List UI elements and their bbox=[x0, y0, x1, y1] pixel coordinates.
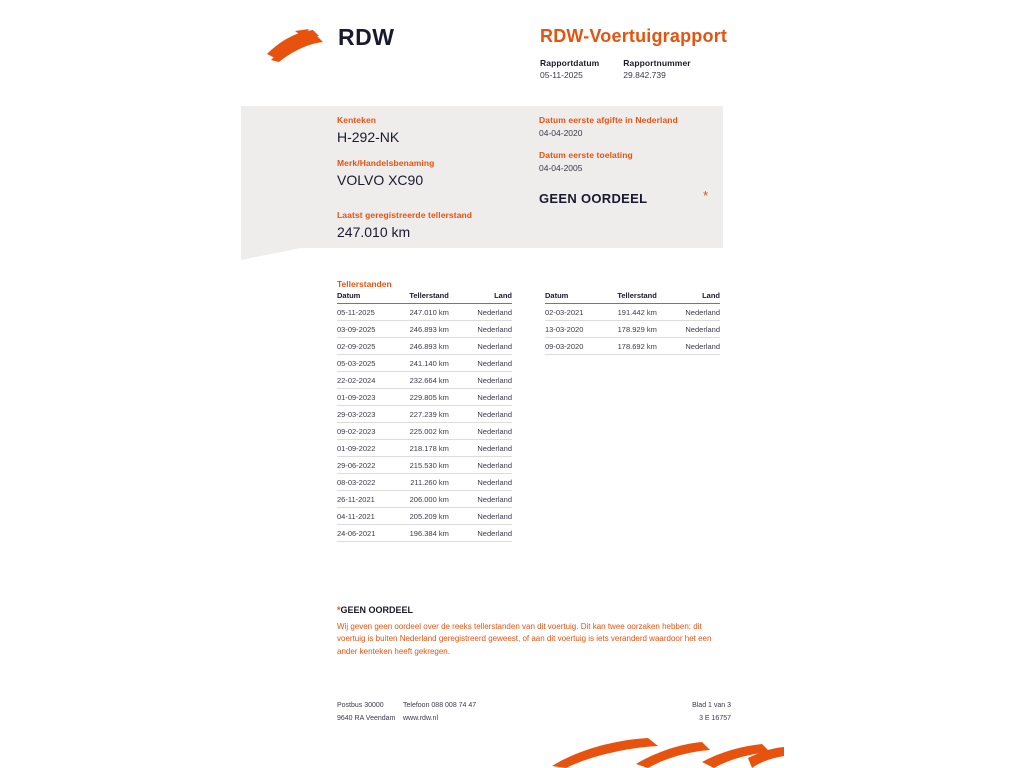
meta-report-date bbox=[540, 58, 599, 80]
column-header-datum: Datum bbox=[337, 291, 389, 304]
cell-land: Nederland bbox=[465, 372, 512, 389]
table-header-row bbox=[337, 291, 512, 304]
cell-land: Nederland bbox=[465, 491, 512, 508]
cell-datum: 09-02-2023 bbox=[337, 423, 389, 440]
table-row bbox=[545, 304, 720, 321]
table-row bbox=[337, 423, 512, 440]
panel-notch bbox=[241, 248, 301, 260]
cell-tellerstand: 218.178 km bbox=[389, 440, 465, 457]
summary-bottom bbox=[337, 210, 557, 253]
eerste-afgifte-value: 04-04-2020 bbox=[539, 128, 583, 138]
cell-datum: 01-09-2023 bbox=[337, 389, 389, 406]
cell-land: Nederland bbox=[465, 474, 512, 491]
cell-land: Nederland bbox=[673, 338, 720, 355]
summary-left-column bbox=[337, 115, 527, 201]
kenteken-label: Kenteken bbox=[337, 115, 377, 125]
cell-datum: 29-06-2022 bbox=[337, 457, 389, 474]
table-row bbox=[337, 338, 512, 355]
table-row bbox=[337, 372, 512, 389]
cell-datum: 05-11-2025 bbox=[337, 304, 389, 321]
footer-page-number: Blad 1 van 3 bbox=[692, 702, 731, 709]
footnote-star: * bbox=[337, 605, 341, 615]
cell-tellerstand: 232.664 km bbox=[389, 372, 465, 389]
meta-value: 29.842.739 bbox=[623, 70, 666, 80]
table-row bbox=[337, 491, 512, 508]
table-row bbox=[337, 321, 512, 338]
cell-datum: 04-11-2021 bbox=[337, 508, 389, 525]
footnote-title bbox=[337, 605, 729, 615]
laatste-tellerstand-label: Laatst geregistreerde tellerstand bbox=[337, 210, 473, 220]
merk-value: VOLVO XC90 bbox=[337, 172, 424, 188]
table-row bbox=[337, 406, 512, 423]
cell-tellerstand: 227.239 km bbox=[389, 406, 465, 423]
cell-land: Nederland bbox=[465, 423, 512, 440]
cell-tellerstand: 196.384 km bbox=[389, 525, 465, 542]
table-row bbox=[337, 508, 512, 525]
odometer-table-left bbox=[337, 291, 512, 542]
table-row bbox=[337, 474, 512, 491]
meta-report-number bbox=[623, 58, 690, 80]
verdict-badge: GEEN OORDEEL bbox=[539, 191, 648, 206]
cell-datum: 29-03-2023 bbox=[337, 406, 389, 423]
eerste-toelating-label: Datum eerste toelating bbox=[539, 150, 633, 160]
cell-datum: 01-09-2022 bbox=[337, 440, 389, 457]
cell-datum: 22-02-2024 bbox=[337, 372, 389, 389]
cell-land: Nederland bbox=[465, 440, 512, 457]
eerste-toelating-value: 04-04-2005 bbox=[539, 163, 583, 173]
footer-website[interactable]: www.rdw.nl bbox=[403, 715, 439, 722]
cell-land: Nederland bbox=[465, 508, 512, 525]
odometer-table-right bbox=[545, 291, 720, 355]
footnote-title-text: GEEN OORDEEL bbox=[340, 605, 414, 615]
cell-tellerstand: 246.893 km bbox=[389, 338, 465, 355]
cell-tellerstand: 178.692 km bbox=[597, 338, 673, 355]
table-row bbox=[337, 355, 512, 372]
cell-datum: 03-09-2025 bbox=[337, 321, 389, 338]
column-header-land: Land bbox=[465, 291, 512, 304]
document-header bbox=[0, 0, 1024, 105]
table-row bbox=[337, 525, 512, 542]
footer-address-line2: 9640 RA Veendam bbox=[337, 715, 396, 722]
footnote-block bbox=[337, 605, 729, 658]
tellerstanden-title: Tellerstanden bbox=[337, 279, 392, 289]
table-header-row bbox=[545, 291, 720, 304]
table-row bbox=[545, 321, 720, 338]
cell-land: Nederland bbox=[673, 304, 720, 321]
laatste-tellerstand-value: 247.010 km bbox=[337, 224, 411, 240]
cell-land: Nederland bbox=[465, 355, 512, 372]
cell-datum: 02-09-2025 bbox=[337, 338, 389, 355]
eerste-afgifte-label: Datum eerste afgifte in Nederland bbox=[539, 115, 678, 125]
meta-value: 05-11-2025 bbox=[540, 70, 583, 80]
footer-contact-line1: Telefoon 088 008 74 47 bbox=[403, 702, 477, 709]
footer-row bbox=[337, 715, 731, 722]
verdict-footnote-marker: * bbox=[703, 188, 709, 203]
cell-land: Nederland bbox=[465, 457, 512, 474]
cell-land: Nederland bbox=[465, 389, 512, 406]
cell-land: Nederland bbox=[465, 406, 512, 423]
footer-address-line1: Postbus 30000 bbox=[337, 702, 384, 709]
merk-label: Merk/Handelsbenaming bbox=[337, 158, 435, 168]
cell-tellerstand: 215.530 km bbox=[389, 457, 465, 474]
cell-land: Nederland bbox=[465, 338, 512, 355]
table-row bbox=[545, 338, 720, 355]
cell-land: Nederland bbox=[465, 304, 512, 321]
cell-tellerstand: 225.002 km bbox=[389, 423, 465, 440]
column-header-tellerstand: Tellerstand bbox=[597, 291, 673, 304]
report-meta bbox=[540, 58, 691, 80]
footnote-body: Wij geven geen oordeel over de reeks tellerstanden van dit voertuig. Dit kan twee oorzaken hebben: dit voertuig is buiten Nederland geregistreerd geweest, of aan dit voertuig is iets veranderd waardoor het een ander kenteken heeft gekregen. bbox=[337, 622, 712, 656]
cell-tellerstand: 211.260 km bbox=[389, 474, 465, 491]
cell-tellerstand: 206.000 km bbox=[389, 491, 465, 508]
cell-tellerstand: 178.929 km bbox=[597, 321, 673, 338]
kenteken-value: H-292-NK bbox=[337, 129, 400, 145]
column-header-datum: Datum bbox=[545, 291, 597, 304]
cell-datum: 13-03-2020 bbox=[545, 321, 597, 338]
cell-datum: 05-03-2025 bbox=[337, 355, 389, 372]
cell-datum: 02-03-2021 bbox=[545, 304, 597, 321]
vehicle-summary-panel bbox=[241, 106, 723, 248]
column-header-tellerstand: Tellerstand bbox=[389, 291, 465, 304]
cell-tellerstand: 247.010 km bbox=[389, 304, 465, 321]
document-footer bbox=[337, 702, 731, 728]
table-row bbox=[337, 304, 512, 321]
cell-land: Nederland bbox=[465, 525, 512, 542]
table-row bbox=[337, 389, 512, 406]
summary-right-column bbox=[539, 115, 714, 185]
cell-tellerstand: 246.893 km bbox=[389, 321, 465, 338]
footer-row bbox=[337, 702, 731, 709]
cell-datum: 26-11-2021 bbox=[337, 491, 389, 508]
cell-tellerstand: 241.140 km bbox=[389, 355, 465, 372]
page-title: RDW-Voertuigrapport bbox=[540, 26, 728, 46]
cell-datum: 24-06-2021 bbox=[337, 525, 389, 542]
cell-tellerstand: 229.805 km bbox=[389, 389, 465, 406]
rdw-arrow-logo-footer-icon bbox=[552, 738, 784, 768]
cell-tellerstand: 191.442 km bbox=[597, 304, 673, 321]
column-header-land: Land bbox=[673, 291, 720, 304]
cell-land: Nederland bbox=[673, 321, 720, 338]
footer-form-code: 3 E 16757 bbox=[699, 715, 731, 722]
meta-label: Rapportnummer bbox=[623, 58, 691, 68]
rdw-arrow-logo-icon bbox=[265, 28, 327, 62]
cell-land: Nederland bbox=[465, 321, 512, 338]
cell-tellerstand: 205.209 km bbox=[389, 508, 465, 525]
cell-datum: 08-03-2022 bbox=[337, 474, 389, 491]
brand-name: RDW bbox=[338, 24, 395, 50]
cell-datum: 09-03-2020 bbox=[545, 338, 597, 355]
meta-label: Rapportdatum bbox=[540, 58, 600, 68]
table-row bbox=[337, 457, 512, 474]
table-row bbox=[337, 440, 512, 457]
